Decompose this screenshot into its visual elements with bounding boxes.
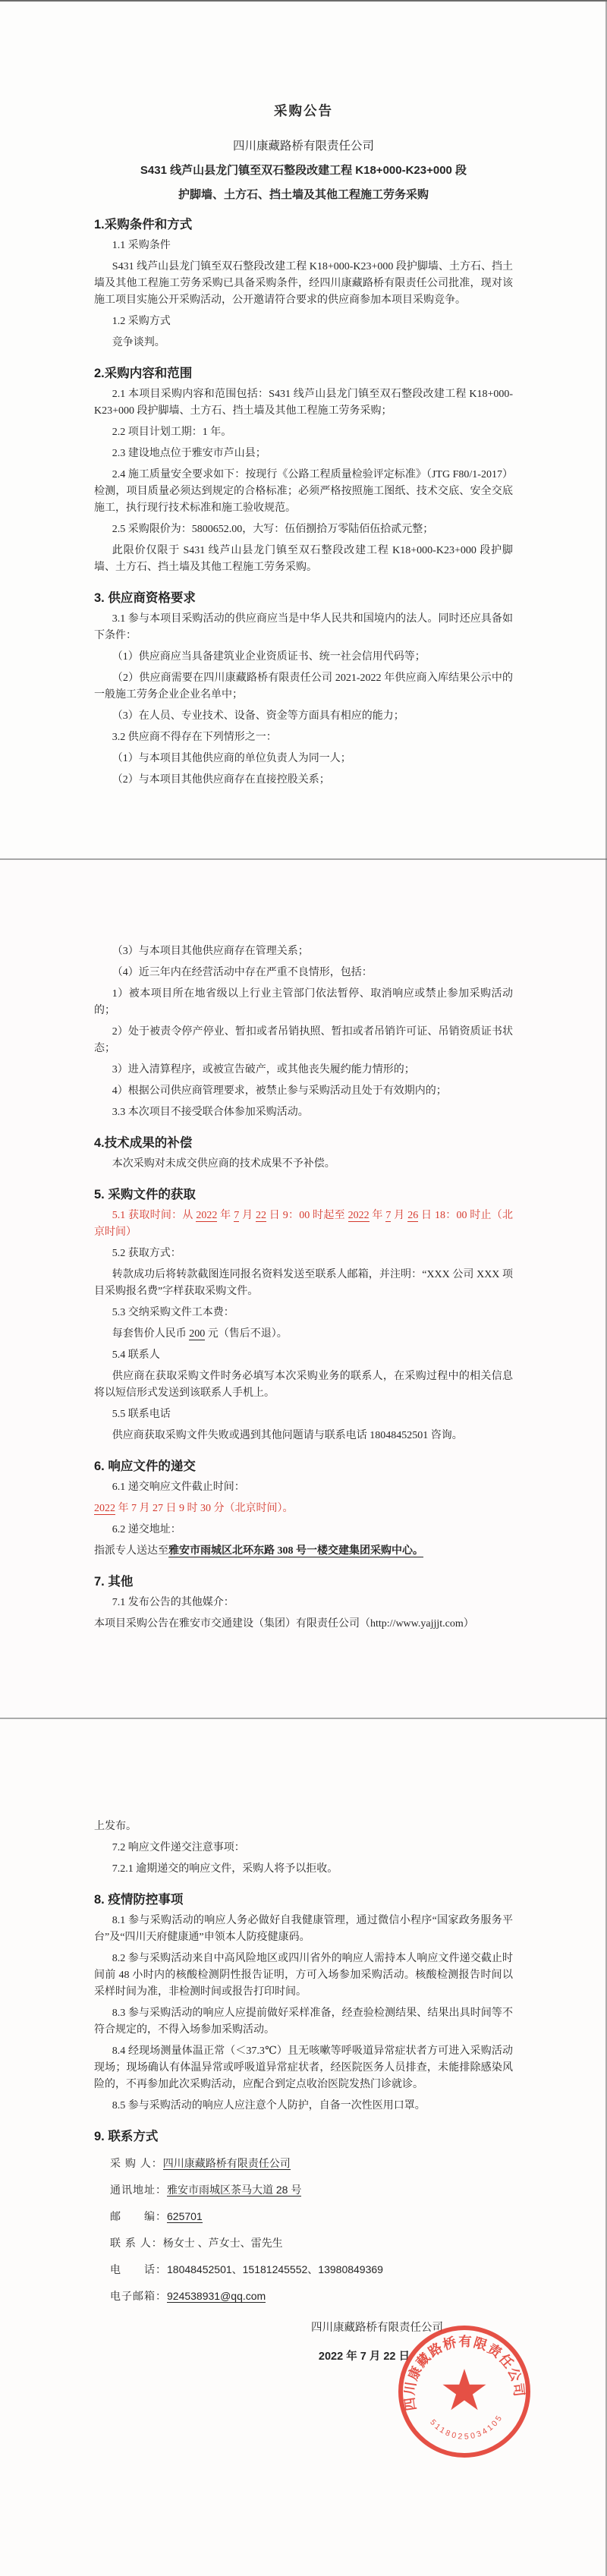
section-7-heading: 7. 其他 (94, 1575, 134, 1589)
phones-label: 电 话： (110, 2263, 167, 2275)
purchaser-label: 采 购 人： (110, 2157, 163, 2169)
deadline-rest: 年 7 月 27 日 9 时 30 分（北京时间）。 (115, 1503, 294, 1514)
clause-8-1: 8.1 参与采购活动的响应人务必做好自我健康管理，通过微信小程序“国家政务服务平台”及“四川天府健康通”申领本人防疫健康码。 (94, 1915, 513, 1943)
clause-5-2-heading: 5.2 获取方式： (112, 1248, 181, 1259)
persons-value: 杨女士 、芦女士、雷先生 (162, 2237, 283, 2249)
clause-6-2-heading: 6.2 递交地址： (112, 1524, 181, 1535)
address-label: 通讯地址： (110, 2184, 167, 2196)
section-2-heading: 2.采购内容和范围 (94, 367, 193, 380)
obtain-time-sep: 月 (239, 1210, 256, 1221)
clause-2-1: 2.1 本项目采购内容和范围包括：S431 线芦山县龙门镇至双石整段改建工程 K18+000-K23+000 段护脚墙、土方石、挡土墙及其他工程施工劳务采购； (94, 389, 513, 417)
obtain-end-day: 26 (407, 1210, 419, 1221)
clause-7-1-continuation: 上发布。 (94, 1821, 137, 1832)
clause-1-2-body: 竞争谈判。 (112, 337, 165, 348)
clause-8-3: 8.3 参与采购活动的响应人应提前做好采样准备，经查验检测结果、结果出具时间等不符合规定的，不得入场参加采购活动。 (94, 2008, 513, 2036)
section-9-heading: 9. 联系方式 (94, 2130, 159, 2143)
contact-phones (94, 2261, 513, 2278)
contact-purchaser (94, 2155, 513, 2171)
obtain-time-mid: 日 9：00 时起至 (266, 1210, 348, 1221)
clause-2-5: 2.5 采购限价为：5800652.00，大写：伍佰捌拾万零陆佰伍拾贰元整； (112, 524, 434, 535)
obtain-start-month: 7 (234, 1210, 240, 1221)
section-6-heading: 6. 响应文件的递交 (94, 1460, 196, 1473)
email-label: 电子邮箱： (110, 2290, 167, 2302)
email-value: 924538931@qq.com (167, 2290, 266, 2302)
seal-star-icon (443, 2369, 486, 2410)
clause-6-1-deadline (94, 1501, 513, 1517)
clause-3-2: 3.2 供应商不得存在下列情形之一： (112, 732, 277, 743)
section-5-heading: 5. 采购文件的获取 (94, 1188, 196, 1201)
phones-value: 18048452501、15181245552、13980849369 (167, 2263, 383, 2275)
section-3-heading: 3. 供应商资格要求 (94, 591, 196, 605)
clause-6-2-address (94, 1543, 513, 1560)
clause-1-1-body: S431 线芦山县龙门镇至双石整段改建工程 K18+000-K23+000 段护脚墙、土方石、挡土墙及其他工程施工劳务采购已具备采购条件，经四川康藏路桥有限责任公司批准，现对该施工项目实施公开采购活动，公开邀请符合要求的供应商参加本项目采购竞争。 (94, 261, 513, 306)
obtain-time-sep: 年 (217, 1210, 234, 1221)
clause-4-body: 本次采购对未成交供应商的技术成果不予补偿。 (112, 1158, 335, 1170)
obtain-time-sep: 年 (369, 1210, 386, 1221)
obtain-time-sep: 月 (391, 1210, 408, 1221)
clause-3-2-item-3: （3）与本项目其他供应商存在管理关系； (112, 946, 309, 957)
clause-7-1-body: 本项目采购公告在雅安市交通建设（集团）有限责任公司（http://www.yajjjt.com） (94, 1618, 474, 1630)
clause-5-3-body (94, 1326, 513, 1343)
document-page-3 (0, 1718, 607, 2576)
clause-5-4-heading: 5.4 联系人 (112, 1349, 160, 1361)
clause-5-2-body: 转款成功后将转款截图连同报名资料发送至联系人邮箱，并注明：“XXX 公司 XXX 项目采购报名费”字样获取采购文件。 (94, 1269, 513, 1297)
persons-label: 联 系 人： (110, 2237, 163, 2249)
doc-fee-amount: 200 (189, 1328, 206, 1340)
signature-company: 四川康藏路桥有限责任公司 (311, 2322, 443, 2334)
contact-email (94, 2288, 513, 2304)
scan-top-edge-artifact (0, 0, 607, 2)
clause-2-4: 2.4 施工质量安全要求如下：按现行《公路工程质量检验评定标准》（JTG F80/1-2017）检测，项目质量必须达到规定的合格标准；必须严格按照施工图纸、技术交底、安全交底施工，执行现行技术标准和施工验收规范。 (94, 469, 513, 514)
clause-3-2-item-4-sub-3: 3）进入清算程序，或被宣告破产，或其他丧失履约能力情形的； (112, 1064, 415, 1075)
contact-address (94, 2181, 513, 2198)
seal-outer-ring (401, 2328, 528, 2455)
clause-3-1-item-1: （1）供应商应当具备建筑业企业资质证书、统一社会信用代码等； (112, 651, 426, 663)
clause-8-2: 8.2 参与采购活动来自中高风险地区或四川省外的响应人需持本人响应文件递交截止时间前 48 小时内的核酸检测阴性报告证明，方可入场参加采购活动。核酸检测报告时间以采样时间为准，非检测时间或报告打印时间。 (94, 1953, 513, 1998)
obtain-end-year: 2022 (348, 1210, 370, 1221)
clause-3-2-item-4-sub-4: 4）根据公司供应商管理要求，被禁止参与采购活动且处于有效期内的； (112, 1085, 447, 1097)
clause-5-4-body: 供应商在获取采购文件时务必填写本次采购业务的联系人，在采购过程中的相关信息将以短信形式发送到该联系人手机上。 (94, 1371, 513, 1399)
clause-2-2: 2.2 项目计划工期：1 年。 (112, 427, 232, 438)
project-title-line1: S431 线芦山县龙门镇至双石整段改建工程 K18+000-K23+000 段 (140, 164, 467, 177)
clause-5-1-obtain-time (94, 1208, 513, 1241)
delivery-address: 雅安市雨城区北环东路 308 号一楼交建集团采购中心。 (168, 1545, 423, 1557)
seal-company-text: 四川康藏路桥有限责任公司 (401, 2333, 527, 2412)
contact-persons (94, 2234, 513, 2251)
clause-3-2-item-4: （4）近三年内在经营活动中存在严重不良情形，包括： (112, 967, 373, 978)
issuing-company: 四川康藏路桥有限责任公司 (232, 140, 374, 153)
clause-7-2-heading: 7.2 响应文件递交注意事项： (112, 1842, 245, 1853)
postcode-label: 邮 编： (110, 2210, 167, 2222)
clause-1-2-heading: 1.2 采购方式 (112, 316, 171, 327)
address-value: 雅安市雨城区茶马大道 28 号 (167, 2184, 302, 2196)
doc-fee-text: 每套售价人民币 (112, 1328, 190, 1340)
clause-1-1-heading: 1.1 采购条件 (112, 240, 171, 251)
clause-3-1-item-2: （2）供应商需要在四川康藏路桥有限责任公司 2021-2022 年供应商入库结果公示中的一般施工劳务企业企业名单中； (94, 672, 513, 701)
seal-number-text: 5118025034105 (428, 2412, 505, 2442)
deadline-year: 2022 (94, 1503, 115, 1514)
doc-fee-note: 元（售后不退）。 (205, 1328, 288, 1340)
clause-7-1-heading: 7.1 发布公告的其他媒介： (112, 1597, 234, 1608)
clause-3-1-item-3: （3）在人员、专业技术、设备、资金等方面具有相应的能力； (112, 710, 404, 722)
svg-text:四川康藏路桥有限责任公司 (402, 2334, 527, 2412)
document-page-2 (0, 858, 607, 1718)
project-title-line2: 护脚墙、土方石、挡土墙及其他工程施工劳务采购 (178, 188, 429, 201)
obtain-time-text: 5.1 获取时间：从 (112, 1210, 197, 1221)
contact-postcode (94, 2208, 513, 2225)
section-4-heading: 4.技术成果的补偿 (94, 1136, 193, 1150)
obtain-start-day: 22 (255, 1210, 266, 1221)
clause-3-2-item-4-sub-2: 2）处于被责令停产停业、暂扣或者吊销执照、暂扣或者吊销许可证、吊销资质证书状态； (94, 1026, 513, 1054)
clause-7-2-1: 7.2.1 逾期递交的响应文件，采购人将予以拒收。 (112, 1863, 338, 1875)
obtain-start-year: 2022 (196, 1210, 218, 1221)
clause-3-2-item-1: （1）与本项目其他供应商的单位负责人为同一人； (112, 753, 351, 764)
clause-5-5-body: 供应商获取采购文件失败或遇到其他问题请与联系电话 18048452501 咨询。 (112, 1430, 463, 1441)
page-title: 采购公告 (274, 103, 333, 118)
document-page-1 (0, 0, 607, 858)
clause-3-1: 3.1 参与本项目采购活动的供应商应当是中华人民共和国境内的法人。同时还应具备如下条件： (94, 613, 513, 641)
section-8-heading: 8. 疫情防控事项 (94, 1893, 184, 1907)
purchaser-value: 四川康藏路桥有限责任公司 (162, 2157, 291, 2169)
obtain-time-end: 日 18：00 时止（北京时间） (94, 1210, 514, 1238)
clause-3-2-item-2: （2）与本项目其他供应商存在直接控股关系； (112, 774, 330, 786)
clause-8-4: 8.4 经现场测量体温正常（＜37.3℃）且无咳嗽等呼吸道异常症状者方可进入采购活动现场；现场确认有体温异常或呼吸道异常症状者，经医院医务人员排查，未能排除感染风险的，不再参加此次采购活动，应配合到定点收治医院发热门诊就诊。 (94, 2045, 513, 2090)
delivery-prefix: 指派专人送达至 (94, 1545, 168, 1557)
clause-5-3-heading: 5.3 交纳采购文件工本费： (112, 1307, 234, 1318)
company-seal-stamp (396, 2323, 533, 2460)
clause-6-1-heading: 6.1 递交响应文件截止时间： (112, 1482, 245, 1493)
svg-text:5118025034105 (428, 2412, 505, 2441)
clause-3-3: 3.3 本次项目不接受联合体参加采购活动。 (112, 1107, 309, 1118)
postcode-value: 625701 (167, 2210, 203, 2222)
signature-date: 2022 年 7 月 22 日 (318, 2351, 410, 2363)
section-1-heading: 1.采购条件和方式 (94, 218, 193, 231)
clause-2-3: 2.3 建设地点位于雅安市芦山县； (112, 448, 266, 459)
clause-5-5-heading: 5.5 联系电话 (112, 1409, 171, 1420)
obtain-end-month: 7 (385, 1210, 392, 1221)
clause-2-5-note: 此限价仅限于 S431 线芦山县龙门镇至双石整段改建工程 K18+000-K23+000 段护脚墙、土方石、挡土墙及其他工程施工劳务采购。 (94, 545, 513, 573)
clause-3-2-item-4-sub-1: 1）被本项目所在地省级以上行业主管部门依法暂停、取消响应或禁止参加采购活动的； (94, 988, 513, 1016)
clause-8-5: 8.5 参与采购活动的响应人应注意个人防护，自备一次性医用口罩。 (112, 2100, 426, 2112)
